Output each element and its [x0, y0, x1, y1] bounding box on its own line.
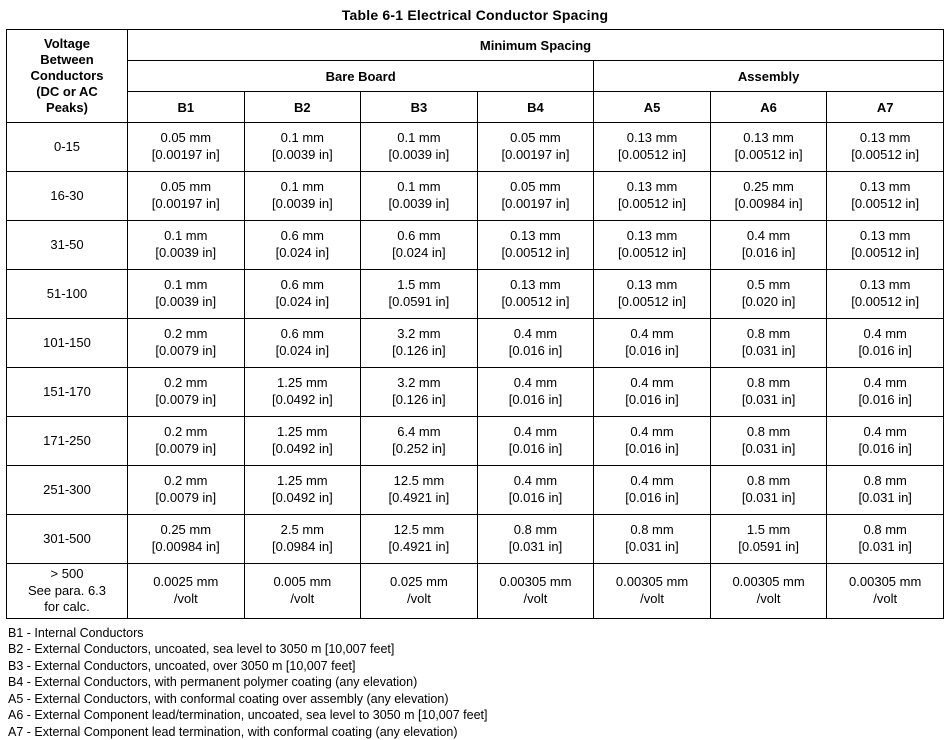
value-in: [0.4921 in]: [388, 490, 450, 505]
value-mm: 0.8 mm: [746, 375, 791, 391]
value-mm: 0.13 mm: [859, 228, 911, 244]
value-mm: 0.00305 mm: [499, 574, 572, 590]
value-mm: 3.2 mm: [397, 375, 441, 391]
data-cell-b3: [361, 123, 478, 172]
value-in: [0.031 in]: [858, 539, 912, 554]
value-mm: 0.4 mm: [863, 424, 907, 440]
value-in: [0.00512 in]: [618, 294, 686, 309]
voltage-header-line-3: Conductors: [30, 68, 104, 84]
header-row-3: [7, 92, 944, 123]
value-mm: 0.0025 mm: [153, 574, 219, 590]
data-cell-b4: [477, 172, 594, 221]
value-in: [0.00512 in]: [618, 147, 686, 162]
value-in: [0.00512 in]: [501, 294, 570, 309]
data-cell-b3: [361, 417, 478, 466]
data-cell-a5: [594, 368, 711, 417]
note-a6: A6 - External Component lead/termination, uncoated, sea level to 3050 m [10,007 feet]: [8, 708, 488, 723]
data-cell-a7: [827, 221, 944, 270]
data-cell-b1: [128, 368, 245, 417]
value-in: [0.00512 in]: [851, 196, 920, 211]
voltage-between-conductors-header: [7, 30, 128, 123]
data-cell-a6: [710, 172, 827, 221]
value-mm: 0.4 mm: [630, 375, 674, 391]
value-per-volt: /volt: [173, 590, 198, 606]
value-mm: 0.2 mm: [164, 424, 208, 440]
value-in: [0.0039 in]: [155, 294, 217, 309]
table-row: [7, 319, 944, 368]
note-b1: B1 - Internal Conductors: [8, 625, 144, 640]
electrical-conductor-spacing-table: [6, 29, 944, 619]
value-mm: 0.1 mm: [397, 179, 441, 195]
table-row: [7, 564, 944, 619]
value-in: [0.00512 in]: [734, 147, 803, 162]
data-cell-b2: [244, 466, 361, 515]
value-in: [0.031 in]: [741, 490, 796, 505]
value-mm: 0.13 mm: [626, 228, 678, 244]
value-mm: 0.4 mm: [863, 326, 907, 342]
data-cell-b1: [128, 270, 245, 319]
value-per-volt: /volt: [873, 590, 898, 606]
data-cell-b1: [128, 319, 245, 368]
value-in: [0.252 in]: [392, 441, 446, 456]
value-in: [0.4921 in]: [388, 539, 450, 554]
value-mm: 0.05 mm: [160, 130, 212, 146]
value-in: [0.0039 in]: [155, 245, 217, 260]
value-mm: 0.8 mm: [513, 522, 558, 538]
group-header-bare-board: Bare Board: [128, 61, 594, 92]
data-cell-a7: [827, 515, 944, 564]
voltage-line-2: See para. 6.3: [27, 582, 107, 598]
value-in: [0.0492 in]: [271, 441, 333, 456]
data-cell-a5: [594, 319, 711, 368]
data-cell-b4: [477, 466, 594, 515]
data-cell-a6: [710, 123, 827, 172]
value-in: [0.0079 in]: [155, 343, 217, 358]
data-cell-a5: [594, 466, 711, 515]
value-mm: 0.4 mm: [513, 473, 558, 489]
data-cell-b2: [244, 564, 361, 619]
data-cell-b1: [128, 221, 245, 270]
value-mm: 0.6 mm: [397, 228, 441, 244]
value-mm: 0.025 mm: [390, 574, 448, 590]
value-in: [0.00197 in]: [501, 147, 570, 162]
data-cell-a6: [710, 515, 827, 564]
voltage-header-line-4: (DC or AC: [36, 83, 98, 99]
value-mm: 0.00305 mm: [849, 574, 922, 590]
voltage-cell: [7, 270, 128, 319]
voltage-line: 151-170: [43, 383, 91, 399]
value-mm: 0.4 mm: [630, 326, 674, 342]
data-cell-b2: [244, 319, 361, 368]
value-in: [0.00512 in]: [618, 196, 686, 211]
data-cell-a5: [594, 564, 711, 619]
value-in: [0.00197 in]: [501, 196, 570, 211]
voltage-cell: [7, 515, 128, 564]
data-cell-b1: [128, 172, 245, 221]
voltage-line: 301-500: [43, 530, 91, 546]
data-cell-b2: [244, 515, 361, 564]
value-mm: 0.1 mm: [280, 130, 325, 146]
value-mm: 1.25 mm: [277, 473, 328, 489]
value-mm: 0.00305 mm: [732, 574, 805, 590]
voltage-line: 16-30: [50, 187, 84, 203]
data-cell-a7: [827, 123, 944, 172]
voltage-line: 101-150: [43, 334, 91, 350]
value-mm: 0.25 mm: [743, 179, 794, 195]
value-mm: 0.4 mm: [630, 473, 674, 489]
value-in: [0.00512 in]: [851, 147, 920, 162]
value-mm: 0.13 mm: [859, 130, 911, 146]
table-row: [7, 123, 944, 172]
value-in: [0.00984 in]: [151, 539, 220, 554]
value-mm: 0.8 mm: [746, 326, 791, 342]
value-mm: 0.1 mm: [164, 277, 208, 293]
minimum-spacing-header: Minimum Spacing: [128, 30, 944, 61]
value-in: [0.00197 in]: [151, 196, 220, 211]
data-cell-a7: [827, 417, 944, 466]
voltage-cell: [7, 417, 128, 466]
value-in: [0.016 in]: [741, 245, 796, 260]
value-mm: 0.13 mm: [626, 179, 678, 195]
voltage-header-line-5: Peaks): [46, 99, 88, 115]
value-mm: 0.05 mm: [160, 179, 212, 195]
value-mm: 12.5 mm: [393, 522, 445, 538]
data-cell-b3: [361, 319, 478, 368]
value-in: [0.031 in]: [741, 392, 796, 407]
value-mm: 0.4 mm: [513, 326, 558, 342]
value-mm: 0.8 mm: [746, 424, 791, 440]
value-mm: 0.13 mm: [626, 277, 678, 293]
value-mm: 12.5 mm: [393, 473, 445, 489]
column-header-a7: A7: [827, 92, 944, 123]
header-row-2: [7, 61, 944, 92]
value-in: [0.126 in]: [392, 343, 446, 358]
value-per-volt: /volt: [406, 590, 431, 606]
data-cell-a5: [594, 123, 711, 172]
data-cell-b1: [128, 417, 245, 466]
value-mm: 1.5 mm: [746, 522, 791, 538]
value-in: [0.016 in]: [858, 392, 912, 407]
value-in: [0.024 in]: [275, 245, 330, 260]
data-cell-a7: [827, 564, 944, 619]
value-mm: 0.13 mm: [743, 130, 794, 146]
value-in: [0.016 in]: [625, 441, 679, 456]
voltage-cell: [7, 466, 128, 515]
data-cell-a7: [827, 172, 944, 221]
value-mm: 0.00305 mm: [615, 574, 689, 590]
column-header-b2: B2: [244, 92, 361, 123]
data-cell-b4: [477, 417, 594, 466]
value-in: [0.0984 in]: [271, 539, 333, 554]
value-mm: 0.4 mm: [746, 228, 791, 244]
data-cell-b2: [244, 123, 361, 172]
value-in: [0.016 in]: [508, 343, 563, 358]
value-mm: 0.2 mm: [164, 375, 208, 391]
table-title: Table 6-1 Electrical Conductor Spacing: [341, 7, 609, 23]
value-in: [0.0591 in]: [738, 539, 799, 554]
value-per-volt: /volt: [756, 590, 781, 606]
voltage-line-3: for calc.: [44, 599, 90, 615]
value-mm: 1.25 mm: [277, 424, 328, 440]
data-cell-b1: [128, 466, 245, 515]
data-cell-b4: [477, 123, 594, 172]
voltage-line: 251-300: [43, 481, 91, 497]
note-a5: A5 - External Conductors, with conformal coating over assembly (any elevation): [8, 691, 449, 706]
data-cell-a6: [710, 564, 827, 619]
value-mm: 0.8 mm: [630, 522, 674, 538]
value-mm: 0.1 mm: [397, 130, 441, 146]
voltage-line: 0-15: [53, 138, 81, 154]
value-in: [0.020 in]: [741, 294, 796, 309]
note-b4: B4 - External Conductors, with permanent polymer coating (any elevation): [8, 675, 418, 690]
value-in: [0.0039 in]: [388, 196, 450, 211]
value-in: [0.024 in]: [275, 343, 330, 358]
voltage-cell: [7, 123, 128, 172]
value-mm: 0.8 mm: [746, 473, 791, 489]
data-cell-b3: [361, 368, 478, 417]
value-in: [0.016 in]: [625, 392, 679, 407]
column-header-b3: B3: [361, 92, 478, 123]
value-mm: 0.25 mm: [160, 522, 212, 538]
column-header-b1: B1: [128, 92, 245, 123]
value-mm: 0.5 mm: [746, 277, 791, 293]
value-in: [0.016 in]: [858, 343, 912, 358]
value-mm: 0.1 mm: [280, 179, 325, 195]
value-per-volt: /volt: [640, 590, 664, 606]
data-cell-b1: [128, 515, 245, 564]
value-mm: 0.2 mm: [164, 473, 208, 489]
voltage-cell: [7, 319, 128, 368]
value-mm: 0.13 mm: [510, 277, 561, 293]
data-cell-a7: [827, 270, 944, 319]
table-row: [7, 417, 944, 466]
data-cell-b3: [361, 564, 478, 619]
value-in: [0.016 in]: [508, 441, 563, 456]
data-cell-a5: [594, 515, 711, 564]
value-in: [0.0492 in]: [271, 490, 333, 505]
value-in: [0.126 in]: [392, 392, 446, 407]
value-in: [0.00512 in]: [501, 245, 570, 260]
value-mm: 0.05 mm: [510, 130, 561, 146]
column-header-b4: B4: [477, 92, 594, 123]
data-cell-a6: [710, 270, 827, 319]
value-in: [0.016 in]: [508, 490, 563, 505]
value-in: [0.031 in]: [508, 539, 563, 554]
data-cell-a6: [710, 221, 827, 270]
value-in: [0.0591 in]: [388, 294, 450, 309]
data-cell-b4: [477, 221, 594, 270]
value-in: [0.00512 in]: [618, 245, 686, 260]
value-in: [0.031 in]: [741, 343, 796, 358]
table-notes: [8, 625, 944, 740]
value-mm: 2.5 mm: [280, 522, 325, 538]
value-in: [0.0039 in]: [271, 147, 333, 162]
value-in: [0.00984 in]: [734, 196, 803, 211]
value-in: [0.024 in]: [392, 245, 446, 260]
data-cell-b4: [477, 319, 594, 368]
data-cell-b3: [361, 221, 478, 270]
value-mm: 0.13 mm: [859, 179, 911, 195]
voltage-header-line-2: Between: [40, 52, 94, 68]
data-cell-a6: [710, 368, 827, 417]
value-in: [0.016 in]: [508, 392, 563, 407]
data-cell-b1: [128, 123, 245, 172]
table-row: [7, 368, 944, 417]
data-cell-a7: [827, 319, 944, 368]
voltage-line: 171-250: [43, 432, 91, 448]
data-cell-a6: [710, 466, 827, 515]
data-cell-b2: [244, 172, 361, 221]
value-mm: 1.5 mm: [397, 277, 441, 293]
value-in: [0.031 in]: [741, 441, 796, 456]
data-cell-a7: [827, 466, 944, 515]
voltage-line: 31-50: [50, 236, 84, 252]
data-cell-a5: [594, 221, 711, 270]
value-in: [0.024 in]: [275, 294, 330, 309]
table-row: [7, 221, 944, 270]
data-cell-b4: [477, 515, 594, 564]
value-in: [0.016 in]: [625, 343, 679, 358]
value-mm: 0.8 mm: [863, 522, 907, 538]
value-in: [0.0079 in]: [155, 490, 217, 505]
value-mm: 0.2 mm: [164, 326, 208, 342]
data-cell-b1: [128, 564, 245, 619]
value-in: [0.00512 in]: [851, 294, 920, 309]
note-b2: B2 - External Conductors, uncoated, sea level to 3050 m [10,007 feet]: [8, 642, 395, 657]
table-row: [7, 270, 944, 319]
voltage-cell: [7, 172, 128, 221]
value-mm: 3.2 mm: [397, 326, 441, 342]
value-in: [0.0079 in]: [155, 392, 217, 407]
value-in: [0.016 in]: [625, 490, 679, 505]
value-in: [0.0492 in]: [271, 392, 333, 407]
value-mm: 0.4 mm: [513, 375, 558, 391]
data-cell-b2: [244, 270, 361, 319]
data-cell-b3: [361, 515, 478, 564]
table-row: [7, 172, 944, 221]
value-in: [0.00197 in]: [151, 147, 220, 162]
voltage-line-1: > 500: [50, 566, 84, 581]
data-cell-b3: [361, 172, 478, 221]
data-cell-a6: [710, 417, 827, 466]
data-cell-b2: [244, 368, 361, 417]
value-mm: 0.13 mm: [859, 277, 911, 293]
data-cell-b2: [244, 417, 361, 466]
data-cell-b4: [477, 368, 594, 417]
value-in: [0.0039 in]: [271, 196, 333, 211]
table-row: [7, 515, 944, 564]
data-cell-b2: [244, 221, 361, 270]
column-header-a6: A6: [710, 92, 827, 123]
table-row: [7, 466, 944, 515]
value-in: [0.0039 in]: [388, 147, 450, 162]
value-mm: 0.13 mm: [510, 228, 561, 244]
voltage-header-line-1: Voltage: [44, 36, 90, 52]
header-row-1: [7, 30, 944, 61]
value-mm: 0.05 mm: [510, 179, 561, 195]
value-mm: 1.25 mm: [277, 375, 328, 391]
value-in: [0.00512 in]: [851, 245, 920, 260]
data-cell-b3: [361, 466, 478, 515]
data-cell-a5: [594, 270, 711, 319]
voltage-cell: [7, 368, 128, 417]
value-mm: 0.4 mm: [863, 375, 907, 391]
data-cell-a7: [827, 368, 944, 417]
value-in: [0.0079 in]: [155, 441, 217, 456]
data-cell-a6: [710, 319, 827, 368]
data-cell-b3: [361, 270, 478, 319]
value-in: [0.016 in]: [858, 441, 912, 456]
data-cell-b4: [477, 270, 594, 319]
table-header: [7, 30, 944, 123]
voltage-line: 51-100: [46, 285, 88, 301]
value-mm: 0.13 mm: [626, 130, 678, 146]
value-per-volt: /volt: [290, 590, 315, 606]
value-mm: 0.4 mm: [513, 424, 558, 440]
voltage-cell: [7, 564, 128, 619]
data-cell-a5: [594, 172, 711, 221]
value-mm: 0.4 mm: [630, 424, 674, 440]
value-mm: 0.005 mm: [273, 574, 332, 590]
value-mm: 0.6 mm: [280, 228, 325, 244]
value-mm: 0.6 mm: [280, 326, 325, 342]
value-mm: 0.8 mm: [863, 473, 907, 489]
value-mm: 0.1 mm: [164, 228, 208, 244]
value-in: [0.031 in]: [858, 490, 912, 505]
note-a7: A7 - External Component lead termination, with conformal coating (any elevation): [8, 724, 458, 739]
value-mm: 0.6 mm: [280, 277, 325, 293]
data-cell-a5: [594, 417, 711, 466]
value-in: [0.031 in]: [625, 539, 679, 554]
data-cell-b4: [477, 564, 594, 619]
column-header-a5: A5: [594, 92, 711, 123]
voltage-cell: [7, 221, 128, 270]
value-mm: 6.4 mm: [397, 424, 441, 440]
group-header-assembly: Assembly: [594, 61, 944, 92]
table-body: [7, 123, 944, 619]
value-per-volt: /volt: [523, 590, 548, 606]
note-b3: B3 - External Conductors, uncoated, over 3050 m [10,007 feet]: [8, 658, 356, 673]
